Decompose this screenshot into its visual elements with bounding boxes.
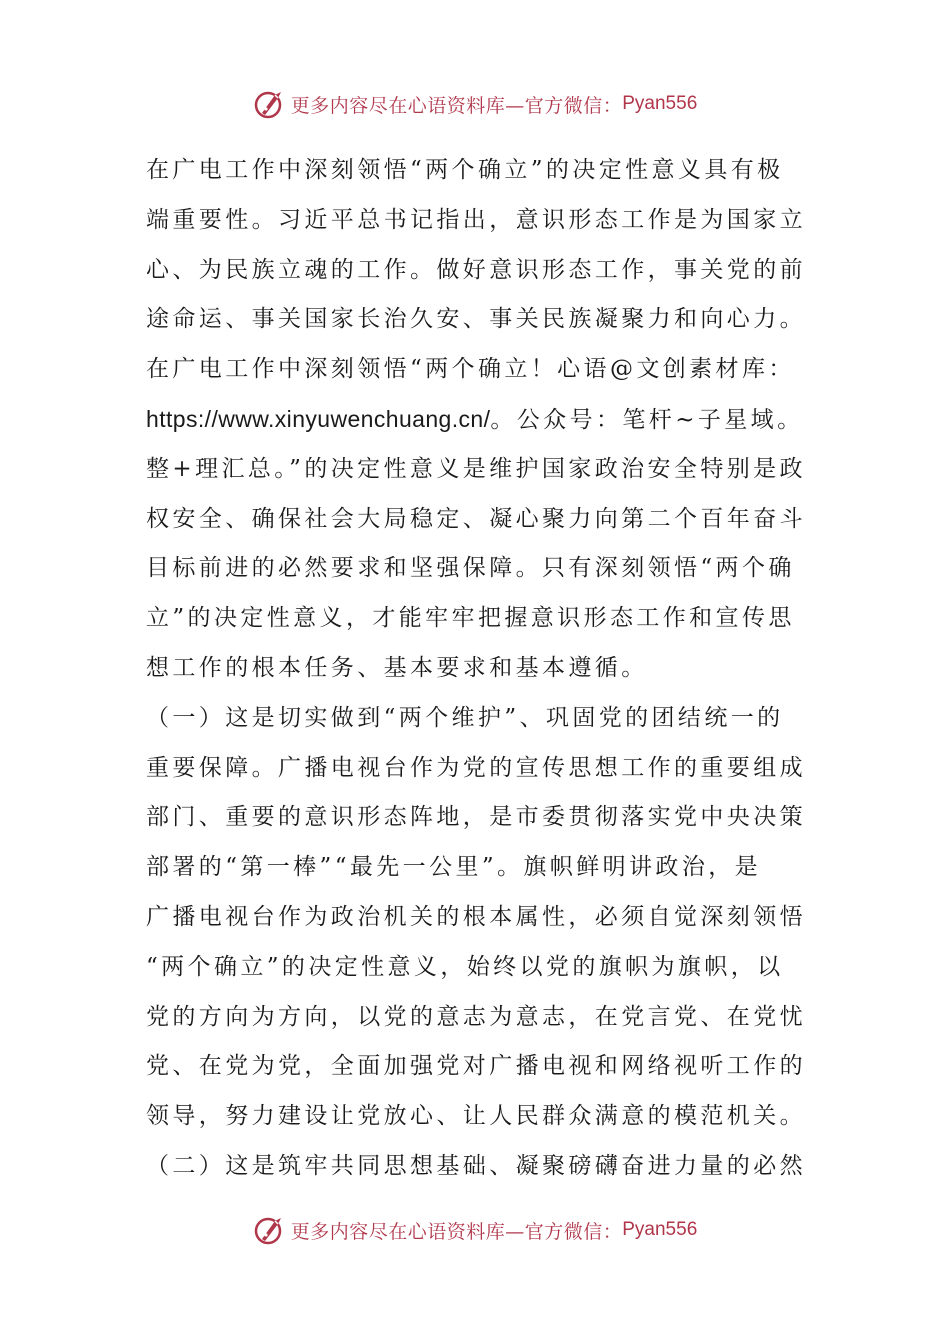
pen-nib-icon [253, 1213, 287, 1247]
text-line: 整+理汇总。”的决定性意义是维护国家政治安全特别是政 [146, 455, 806, 482]
text-line: 立”的决定性意义，才能牢牢把握意识形态工作和宣传思 [146, 605, 795, 632]
footer-banner [0, 1210, 950, 1250]
document-body [146, 146, 806, 1192]
pen-nib-icon [253, 87, 287, 121]
header-wechat-id: Pyan556 [622, 93, 698, 114]
header-text: 更多内容尽在心语资料库—官方微信： [290, 94, 623, 117]
text-line: 领导，努力建设让党放心、让人民群众满意的模范机关。 [146, 1103, 806, 1130]
text-line: 重要保障。广播电视台作为党的宣传思想工作的重要组成 [146, 754, 806, 781]
header-banner [0, 84, 950, 124]
text-line: （一）这是切实做到“两个维护”、巩固党的团结统一的 [146, 704, 784, 731]
text-line: 想工作的根本任务、基本要求和基本遵循。 [146, 654, 648, 681]
text-line: 党、在党为党，全面加强党对广播电视和网络视听工作的 [146, 1053, 806, 1080]
text-line: 目标前进的必然要求和坚强保障。只有深刻领悟“两个确 [146, 555, 795, 582]
footer-text: 更多内容尽在心语资料库—官方微信： [290, 1220, 623, 1243]
text-line: 在广电工作中深刻领悟“两个确立”的决定性意义具有极 [146, 157, 784, 183]
url-line-rest: 。公众号：笔杆~子星域。 [490, 406, 804, 433]
text-line: 端重要性。习近平总书记指出，意识形态工作是为国家立 [146, 206, 806, 233]
footer-wechat-id: Pyan556 [622, 1219, 698, 1240]
text-line: （二）这是筑牢共同思想基础、凝聚磅礴奋进力量的必然 [146, 1152, 806, 1179]
text-line: 党的方向为方向，以党的意志为意志，在党言党、在党忧 [146, 1003, 806, 1030]
text-line: 在广电工作中深刻领悟“两个确立！心语@文创素材库： [146, 356, 795, 383]
url-line [146, 395, 806, 445]
text-line: “两个确立”的决定性意义，始终以党的旗帜为旗帜，以 [146, 953, 784, 980]
text-line: 途命运、事关国家长治久安、事关民族凝聚力和向心力。 [146, 306, 806, 333]
text-line: 部门、重要的意识形态阵地，是市委贯彻落实党中央决策 [146, 804, 806, 831]
website-link[interactable]: https://www.xinyuwenchuang.cn/ [146, 405, 491, 432]
text-line: 部署的“第一棒”“最先一公里”。旗帜鲜明讲政治，是 [146, 854, 762, 881]
text-line: 心、为民族立魂的工作。做好意识形态工作，事关党的前 [146, 256, 806, 283]
text-line: 权安全、确保社会大局稳定、凝心聚力向第二个百年奋斗 [146, 505, 806, 532]
text-line: 广播电视台作为政治机关的根本属性，必须自觉深刻领悟 [146, 903, 806, 930]
